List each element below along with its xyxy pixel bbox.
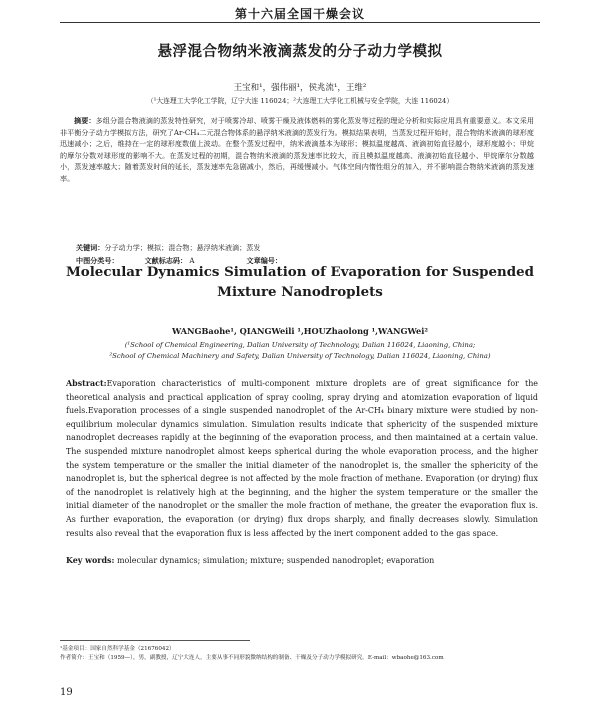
doc-code-label: 文献标志码： xyxy=(144,256,188,265)
page-number: 19 xyxy=(60,687,73,698)
doc-code-value: A xyxy=(189,256,195,265)
chinese-abstract-label: 摘要： xyxy=(74,116,96,125)
footnote-fund: ¹基金项目：国家自然科学基金（21676042） xyxy=(60,646,175,652)
classification-label: 中图分类号： xyxy=(76,256,119,265)
article-number-label: 文章编号： xyxy=(246,256,282,265)
english-abstract xyxy=(66,377,538,540)
chinese-authors: 王宝和¹，强伟丽¹，侯兆流¹，王维² xyxy=(233,83,367,93)
conference-header: 第十六届全国干燥会议 xyxy=(234,7,365,21)
english-affiliation-2: ²School of Chemical Machinery and Safety, Dalian University of Technology, Dalian 116024, Liaoning, China) xyxy=(109,351,491,360)
english-keywords xyxy=(66,556,538,565)
chinese-title: 悬浮混合物纳米液滴蒸发的分子动力学模拟 xyxy=(157,44,443,60)
chinese-abstract-text: 多组分混合物液滴的蒸发特性研究，对于喷雾冷却、喷雾干燥及液体燃料的雾化蒸发等过程的理论分析和实际应用具有重要意义。本文采用非平衡分子动力学模拟方法，研究了Ar-CH₄二元混合物体系的悬浮纳米液滴的蒸发行为。模拟结果表明，当蒸发过程开始时，混合物纳米液滴的球形度迅速减小；之后，维持在一定的球形度数值上波动。在整个蒸发过程中，纳米液滴基本为球形；模拟温度越高、液滴初始直径越小，球形度越小；甲烷的摩尔分数对球形度的影响不大。在蒸发过程的初期，混合物纳米液滴的蒸发速率比较大，而且模拟温度越高、液滴初始直径越小、甲烷摩尔分数越小，蒸发速率越大；随着蒸发时间的延长，蒸发速率先急剧减小，然后，再缓慢减小。气体空间内惰性组分的加入，并不影响混合物纳米液滴的蒸发速率。 xyxy=(60,116,535,183)
chinese-abstract xyxy=(60,115,534,185)
english-keywords-text: molecular dynamics; simulation; mixture; suspended nanodroplet; evaporation xyxy=(116,556,435,565)
english-affiliation xyxy=(60,340,540,361)
footnote xyxy=(60,645,540,663)
footnote-rule xyxy=(60,640,250,641)
header-rule xyxy=(60,22,540,23)
english-affiliation-1: (¹School of Chemical Engineering, Dalian University of Technology, Dalian 116024, Liaoning, China; xyxy=(124,341,476,349)
chinese-keywords-label: 关键词： xyxy=(76,243,105,252)
chinese-keywords-text: 分子动力学；模拟；混合物；悬浮纳米液滴；蒸发 xyxy=(104,243,261,252)
english-abstract-label: Abstract: xyxy=(66,379,107,388)
english-abstract-text: Evaporation characteristics of multi-component mixture droplets are of great significance for the theoretical analysis and practical application of spray cooling, spray drying and atomization evaporation of liquid fuels.Evaporation processes of a single suspended nanodroplet of the Ar-CH₄ binary mixture were studied by non-equilibrium molecular dynamics simulation. Simulation results indicate that sphericity of the suspended mixture nanodroplet decreases rapidly at the beginning of the evaporation process, and then maintained at a certain value. The suspended mixture nanodroplet almost keeps spherical during the whole evaporation process, and the higher the system temperature or the smaller the initial diameter of the nanodroplet is, the smaller the sphericity of the nanodroplet is, but the spherical degree is not affected by the mole fraction of methane. Evaporation (or drying) flux of the nanodroplet is relatively high at the beginning, and the higher the system temperature or the smaller the initial diameter of the nanodroplet or the smaller the mole fraction of methane, the greater the evaporation flux is. As further evaporation, the evaporation (or drying) flux drops sharply, and finally decreases slowly. Simulation results also reveal that the evaporation flux is less affected by the inert component added to the gas space. xyxy=(66,379,538,538)
chinese-keywords xyxy=(76,243,536,253)
footnote-author-intro: 作者简介：王宝和（1959—），男，副教授，辽宁大连人，主要从事不同形貌微纳结构的制备、干燥及分子动力学模拟研究。E-mail：wbaohe@163.com xyxy=(60,655,444,661)
chinese-affiliation: （¹大连理工大学化工学院，辽宁大连 116024；²大连理工大学化工机械与安全学院，大连 116024） xyxy=(146,97,454,105)
english-keywords-label: Key words: xyxy=(66,556,115,565)
english-authors: WANGBaohe¹, QIANGWeili ¹,HOUZhaolong ¹,WANGWei² xyxy=(172,326,428,336)
english-title: Molecular Dynamics Simulation of Evaporation for Suspended Mixture Nanodroplets xyxy=(65,264,535,300)
